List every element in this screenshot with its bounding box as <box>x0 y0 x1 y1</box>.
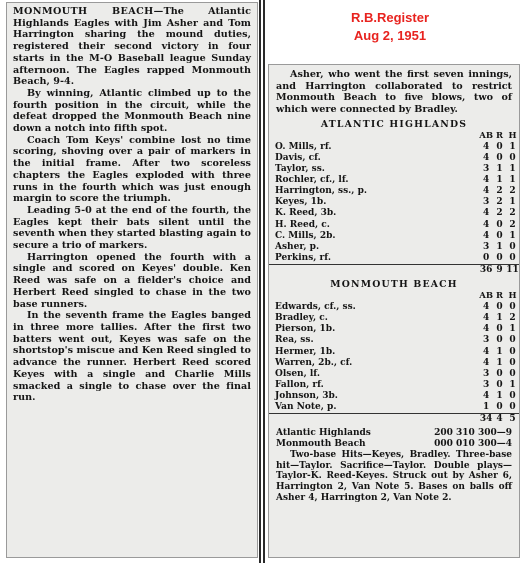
table-row <box>269 324 519 335</box>
table-header-row <box>269 131 519 142</box>
table-row <box>269 253 519 265</box>
stat-r: 0 <box>496 368 503 379</box>
stat-h: 0 <box>509 335 516 346</box>
article-paragraph <box>13 135 251 205</box>
stat-ab: 4 <box>482 324 490 335</box>
total-ab: 36 <box>479 264 493 275</box>
totals-spacer <box>269 264 479 276</box>
linescore-row <box>276 428 512 439</box>
header-spacer <box>269 131 479 142</box>
column-divider-right <box>263 0 265 563</box>
stat-h: 0 <box>509 390 516 401</box>
table-row <box>269 313 519 324</box>
player-name: Edwards, cf., ss. <box>275 302 356 313</box>
stat-r: 0 <box>496 324 503 335</box>
stat-ab: 4 <box>482 219 490 230</box>
total-ab: 34 <box>479 414 493 425</box>
table-row <box>269 220 519 231</box>
player-name: Warren, 2b., cf. <box>275 357 353 368</box>
paragraph-text: By winning, Atlantic climbed up to the fourth position in the circuit, while the defeat dropped the Monmouth Beach nine down a notch into fifth spot. <box>13 87 251 135</box>
column-header: AB <box>479 130 493 141</box>
player-name: C. Mills, 2b. <box>275 230 336 241</box>
player-name: Van Note, p. <box>275 401 337 412</box>
table-row <box>269 142 519 153</box>
table-row <box>269 208 519 219</box>
boxscore-tables <box>269 119 519 425</box>
table-header-row <box>269 291 519 302</box>
totals-row <box>269 414 519 426</box>
stat-ab: 4 <box>482 357 490 368</box>
paragraph-text: The Atlantic Highlands Eagles with Jim Asher and Tom Harrington sharing the mound duties, registered their second victory in four starts in the M-O Baseball league Sunday afternoon. The Eagles rapped Monmouth Beach, 9-4. <box>13 6 252 88</box>
total-h: 5 <box>506 414 519 426</box>
stat-ab: 3 <box>482 335 490 346</box>
article-paragraph <box>13 6 251 88</box>
stat-ab: 3 <box>482 197 490 208</box>
stat-r: 0 <box>496 141 503 152</box>
stat-ab: 1 <box>482 401 490 412</box>
player-name: K. Reed, 3b. <box>275 208 337 219</box>
stat-ab: 4 <box>482 313 490 324</box>
stat-r: 1 <box>496 175 503 186</box>
intro-paragraph: Asher, who went the first seven innings, and Harrington collaborated to restrict Monmouth Beach to five blows, two of which were connected by Bradley. <box>276 69 512 116</box>
stat-r: 0 <box>496 219 503 230</box>
stat-ab: 0 <box>482 252 490 263</box>
stat-r: 2 <box>496 186 503 197</box>
stat-ab: 3 <box>482 379 490 390</box>
stat-h: 2 <box>509 219 516 230</box>
column-header: AB <box>479 291 493 302</box>
player-name: H. Reed, c. <box>275 219 330 230</box>
stat-ab: 4 <box>482 175 490 186</box>
stat-h: 0 <box>509 368 516 379</box>
stat-h: 1 <box>509 379 516 390</box>
table-row <box>269 402 519 414</box>
table-row <box>269 231 519 242</box>
stat-h: 0 <box>509 241 516 252</box>
stat-r: 1 <box>496 357 503 368</box>
player-name: Johnson, 3b. <box>275 390 338 401</box>
linescore-row <box>276 439 512 450</box>
stat-h: 1 <box>509 141 516 152</box>
stat-h: 0 <box>509 252 516 263</box>
column-header: R <box>495 130 504 141</box>
column-header: H <box>508 130 517 141</box>
table-row <box>269 197 519 208</box>
player-name: Taylor, ss. <box>275 164 325 175</box>
stat-h: 1 <box>509 230 516 241</box>
article-clipping <box>6 2 258 558</box>
stat-r: 0 <box>496 302 503 313</box>
stat-r: 0 <box>496 230 503 241</box>
table-row <box>269 164 519 175</box>
stat-r: 2 <box>496 197 503 208</box>
player-name: Olsen, lf. <box>275 368 320 379</box>
player-name: Asher, p. <box>275 241 320 252</box>
player-name: Fallon, rf. <box>275 379 324 390</box>
stat-h: 1 <box>509 175 516 186</box>
table-row <box>269 391 519 402</box>
table-row <box>269 358 519 369</box>
stat-h: 0 <box>509 346 516 357</box>
column-header: H <box>508 291 517 302</box>
header-spacer <box>269 291 479 302</box>
article-paragraph <box>13 310 251 404</box>
boxscore-table <box>269 291 519 425</box>
stat-r: 0 <box>496 252 503 263</box>
stat-ab: 4 <box>482 346 490 357</box>
article-paragraph <box>13 205 251 252</box>
stat-r: 1 <box>496 241 503 252</box>
table-row <box>269 153 519 164</box>
column-header: R <box>495 291 504 302</box>
paragraph-text: In the seventh frame the Eagles banged in three more tallies. After the first two batters went out, Keyes was safe on the shortstop's miscue and Ken Reed singled to advance the runner. Herbert Reed scored Keyes with a single and Charlie Mills smacked a single to chase over the final run. <box>13 310 251 404</box>
stat-r: 0 <box>496 401 503 412</box>
stat-r: 1 <box>496 164 503 175</box>
player-name: Hermer, 1b. <box>275 346 336 357</box>
stat-h: 2 <box>509 186 516 197</box>
stat-r: 1 <box>496 390 503 401</box>
dateline: MONMOUTH BEACH— <box>13 6 164 17</box>
totals-spacer <box>269 414 479 426</box>
source-caption: R.B.Register <box>350 10 430 25</box>
stat-r: 1 <box>496 346 503 357</box>
player-name: Bradley, c. <box>275 313 328 324</box>
player-name: O. Mills, rf. <box>275 141 332 152</box>
stat-r: 2 <box>496 208 503 219</box>
linescore-team: Atlantic Highlands <box>276 428 371 439</box>
stat-ab: 3 <box>482 164 490 175</box>
boxscore-intro <box>269 65 519 116</box>
player-name: Rea, ss. <box>275 335 314 346</box>
date-caption: Aug 2, 1951 <box>353 28 427 43</box>
stat-ab: 4 <box>482 141 490 152</box>
column-divider-left <box>259 0 261 563</box>
team-name: MONMOUTH BEACH <box>330 279 458 291</box>
stat-h: 0 <box>509 153 516 163</box>
player-name: Harrington, ss., p. <box>275 186 368 197</box>
table-row <box>269 380 519 391</box>
table-row <box>269 347 519 358</box>
player-name: Pierson, 1b. <box>275 324 336 335</box>
table-row <box>269 242 519 253</box>
article-body <box>7 3 257 404</box>
stat-r: 1 <box>496 313 503 324</box>
linescore-team: Monmouth Beach <box>276 438 366 449</box>
player-name: Rochler, cf., lf. <box>275 175 349 186</box>
stat-ab: 4 <box>482 302 490 313</box>
table-row <box>269 175 519 186</box>
table-row <box>269 335 519 346</box>
stat-ab: 4 <box>482 208 490 219</box>
totals-row <box>269 264 519 276</box>
paragraph-text: Leading 5-0 at the end of the fourth, the Eagles kept their bats silent until the seventh when they started blasting again to secure a trio of markers. <box>13 204 251 252</box>
summary-paragraph: Two-base Hits—Keyes, Bradley. Three-base hit—Taylor. Sacrifice—Taylor. Double plays—Taylor-K. Reed-Keyes. Struck out by Asher 6, Harrington 2, Van Note 5. Bases on balls off Asher 4, Harrington 2, Van Note 2. <box>276 449 512 503</box>
article-paragraph <box>13 88 251 135</box>
player-name: Perkins, rf. <box>275 252 331 263</box>
stat-h: 0 <box>509 401 516 412</box>
team-name: ATLANTIC HIGHLANDS <box>320 118 468 130</box>
boxscore-clipping <box>268 64 520 558</box>
stat-r: 0 <box>496 379 503 390</box>
linescore-runs: 200 310 300—9 <box>434 428 512 439</box>
stat-h: 0 <box>509 302 516 313</box>
stat-r: 0 <box>496 335 503 346</box>
stat-ab: 4 <box>482 153 490 163</box>
article-paragraph <box>13 252 251 311</box>
table-row <box>269 369 519 380</box>
table-row <box>269 302 519 313</box>
stat-ab: 4 <box>482 390 490 401</box>
total-h: 11 <box>506 264 519 275</box>
stat-h: 2 <box>509 208 516 219</box>
total-r: 9 <box>493 264 506 276</box>
stat-h: 2 <box>509 313 516 324</box>
stat-h: 1 <box>509 324 516 335</box>
stat-h: 0 <box>509 357 516 368</box>
player-name: Davis, cf. <box>275 153 321 163</box>
stat-r: 0 <box>496 153 503 163</box>
table-row <box>269 186 519 197</box>
total-r: 4 <box>493 414 506 426</box>
linescore <box>269 425 519 450</box>
paragraph-text: Harrington opened the fourth with a single and scored on Keyes' double. Ken Reed was safe on a fielder's choice and Herbert Reed singled to chase in the two base runners. <box>13 251 251 310</box>
stat-h: 1 <box>509 164 516 175</box>
linescore-runs: 000 010 300—4 <box>434 438 512 449</box>
game-summary <box>269 450 519 504</box>
boxscore-table <box>269 131 519 276</box>
stat-h: 1 <box>509 197 516 208</box>
stat-ab: 3 <box>482 368 490 379</box>
paragraph-text: Coach Tom Keys' combine lost no time scoring, shoving over a pair of markers in the initial frame. After two scoreless chapters the Eagles exploded with three runs in the fourth which was just enough margin to score the triumph. <box>13 134 251 205</box>
stat-ab: 3 <box>482 241 490 252</box>
stat-ab: 4 <box>482 230 490 241</box>
stat-ab: 4 <box>482 186 490 197</box>
player-name: Keyes, 1b. <box>275 197 327 208</box>
